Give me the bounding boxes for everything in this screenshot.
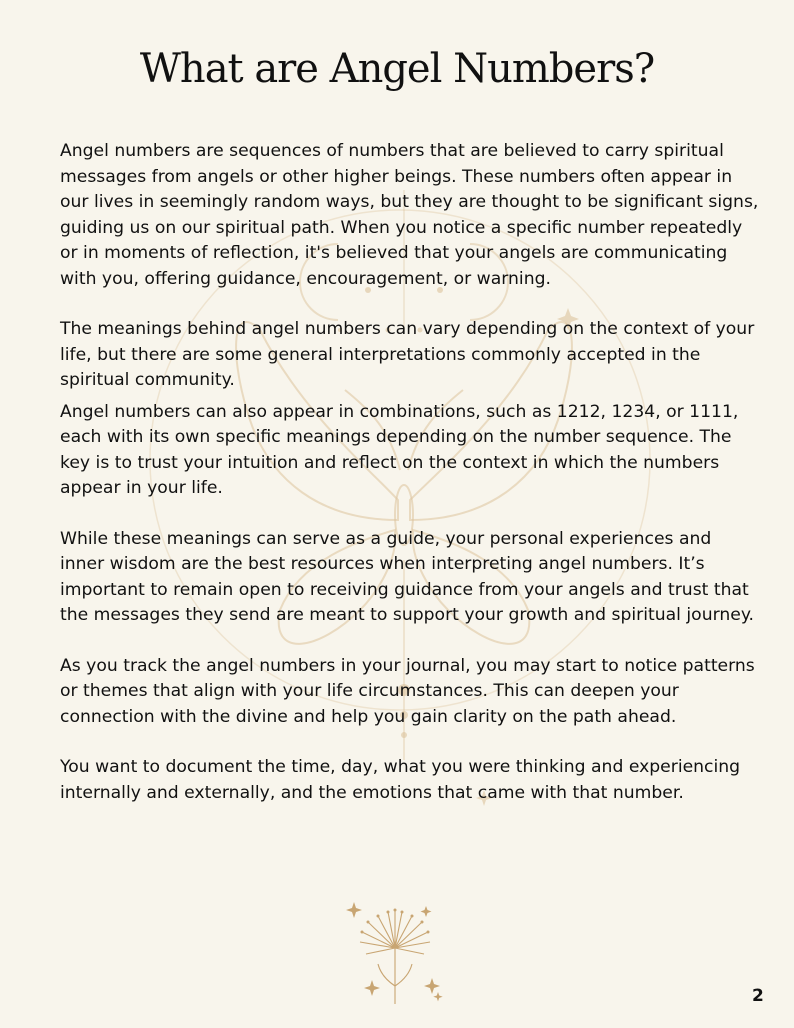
- body-text: [60, 139, 760, 806]
- paragraph-meanings: The meanings behind angel numbers can vary depending on the context of your life, but there are some general interpretations commonly accepted in the spiritual community.: [60, 319, 755, 390]
- paragraph-guidance: While these meanings can serve as a guide, your personal experiences and inner wisdom are the best resources when interpreting angel numbers. It’s important to remain open to receiving guidance from your angels and trust that the messages they send are meant to support your growth and spiritual journey.: [60, 528, 755, 625]
- paragraph-documenting: You want to document the time, day, what you were thinking and experiencing internally and externally, and the emotions that came with that number.: [60, 757, 741, 803]
- dandelion-sparkle-icon: [340, 896, 450, 1012]
- paragraph-tracking: As you track the angel numbers in your journal, you may start to notice patterns or themes that align with your life circumstances. This can deepen your connection with the divine and help you gain clarity on the path ahead.: [60, 655, 755, 727]
- paragraph-combinations: Angel numbers can also appear in combinations, such as 1212, 1234, or 1111, each with its own specific meanings depending on the number sequence. The key is to trust your intuition and reflect on the context in which the numbers appear in your life.: [60, 401, 739, 498]
- paragraph-intro: Angel numbers are sequences of numbers that are believed to carry spiritual messages from angels or other higher beings. These numbers often appear in our lives in seemingly random ways, but they are thought to be significant signs, guiding us on our spiritual path. When you notice a specific number repeatedly or in moments of reflection, it's believed that your angels are communicating with you, offering guidance, encouragement, or warning.: [60, 141, 759, 289]
- page-number: 2: [752, 986, 764, 1006]
- page-title: What are Angel Numbers?: [139, 46, 655, 92]
